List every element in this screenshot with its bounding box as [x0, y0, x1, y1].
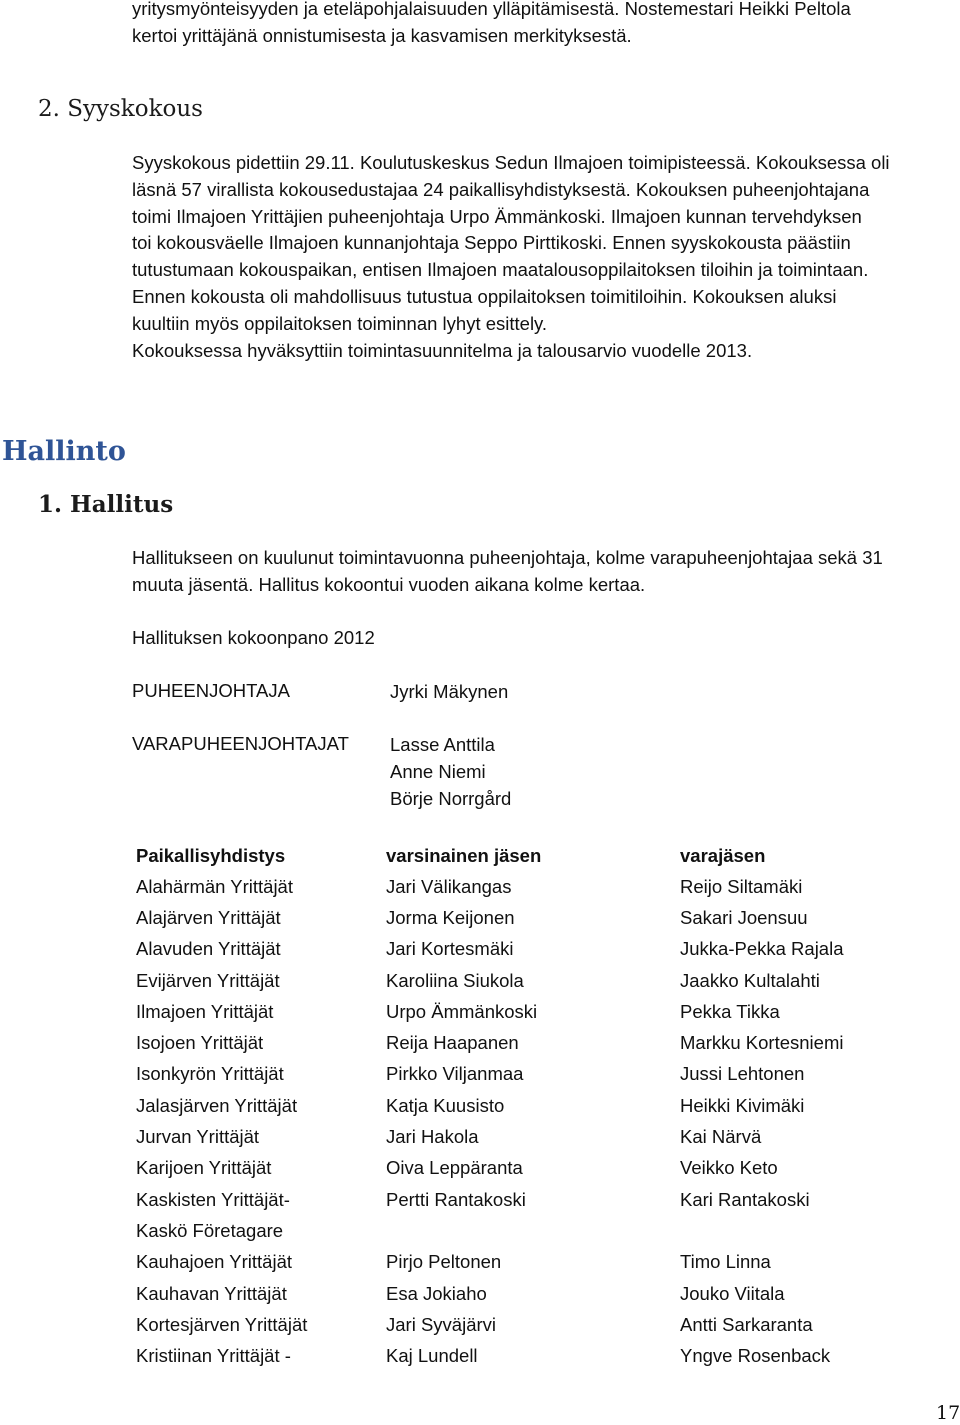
hallitus-line: Hallitukseen on kuulunut toimintavuonna puheenjohtaja, kolme varapuheenjohtajaa sekä 31 [132, 547, 883, 568]
member-cell: Pirkko Viljanmaa [386, 1063, 524, 1085]
member-cell: Jari Välikangas [386, 875, 512, 897]
table-row [132, 1278, 920, 1309]
syyskokous-heading: 2. Syyskokous [38, 96, 203, 122]
chair-name: Jyrki Mäkynen [390, 681, 509, 702]
association-cell: Alajärven Yrittäjät [136, 906, 281, 928]
deputy-cell: Veikko Keto [680, 1157, 778, 1179]
vice-chair-name: Börje Norrgård [390, 788, 512, 809]
table-row [132, 996, 920, 1027]
association-cell: Isonkyrön Yrittäjät [136, 1063, 284, 1085]
syyskokous-line: tutustumaan kokouspaikan, entisen Ilmajoen maatalousoppilaitoksen tiloihin ja toimintaan. [132, 259, 869, 281]
syyskokous-line: toi kokousväelle Ilmajoen kunnanjohtaja Seppo Pirttikoski. Ennen syyskokousta päästiin [132, 232, 851, 254]
table-header-row [132, 841, 920, 871]
chair-name-block [390, 678, 508, 705]
association-cell: Alavuden Yrittäjät [136, 938, 281, 960]
table-row [132, 1059, 920, 1090]
member-cell: Pertti Rantakoski [386, 1188, 526, 1210]
hallinto-heading: Hallinto [2, 436, 126, 467]
hallitus-paragraph [132, 545, 956, 599]
table-row [132, 1027, 920, 1058]
deputy-cell: Jouko Viitala [680, 1282, 785, 1304]
table-row [132, 1121, 920, 1152]
column-header-association: Paikallisyhdistys [136, 845, 286, 866]
deputy-cell: Jussi Lehtonen [680, 1063, 805, 1085]
member-cell: Reija Haapanen [386, 1032, 519, 1054]
intro-paragraph [132, 0, 956, 50]
association-cell: Kaskisten Yrittäjät- [136, 1188, 290, 1210]
association-cell: Jurvan Yrittäjät [136, 1126, 260, 1148]
member-cell: Jari Kortesmäki [386, 938, 514, 960]
vice-chair-name: Anne Niemi [390, 761, 486, 782]
intro-line: yritysmyönteisyyden ja eteläpohjalaisuuden ylläpitämisestä. Nostemestari Heikki Peltola [132, 0, 851, 19]
hallitus-heading: 1. Hallitus [38, 491, 174, 518]
association-cell: Kauhavan Yrittäjät [136, 1282, 287, 1304]
table-row [132, 934, 920, 965]
association-cell: Jalasjärven Yrittäjät [136, 1094, 298, 1116]
deputy-cell: Sakari Joensuu [680, 906, 808, 928]
syyskokous-line: Kokouksessa hyväksyttiin toimintasuunnitelma ja talousarvio vuodelle 2013. [132, 339, 753, 361]
association-cell: Kortesjärven Yrittäjät [136, 1313, 308, 1335]
member-cell: Kaj Lundell [386, 1345, 478, 1367]
member-cell: Jorma Keijonen [386, 906, 515, 928]
deputy-cell [676, 1215, 920, 1246]
syyskokous-line: Ennen kokousta oli mahdollisuus tutustua oppilaitoksen toimitiloihin. Kokouksen aluksi [132, 285, 837, 307]
vice-chair-name: Lasse Anttila [390, 734, 495, 755]
intro-line: kertoi yrittäjänä onnistumisesta ja kasvamisen merkityksestä. [132, 24, 632, 46]
association-cell: Kristiinan Yrittäjät - [136, 1345, 291, 1367]
member-cell: Esa Jokiaho [386, 1282, 487, 1304]
table-row [132, 871, 920, 902]
deputy-cell: Antti Sarkaranta [680, 1313, 813, 1335]
deputy-cell: Jaakko Kultalahti [680, 969, 820, 991]
vice-chair-label: VARAPUHEENJOHTAJAT [132, 733, 349, 754]
table-row [132, 1309, 920, 1340]
table-row [132, 1247, 920, 1278]
member-cell [382, 1215, 676, 1246]
member-cell: Jari Hakola [386, 1126, 479, 1148]
member-cell: Katja Kuusisto [386, 1094, 505, 1116]
member-cell: Karoliina Siukola [386, 969, 524, 991]
association-cell: Alahärmän Yrittäjät [136, 875, 293, 897]
composition-title: Hallituksen kokoonpano 2012 [132, 627, 375, 648]
table-row [132, 1184, 920, 1215]
association-cell: Kaskö Företagare [136, 1219, 284, 1241]
association-cell: Ilmajoen Yrittäjät [136, 1000, 274, 1022]
deputy-cell: Kai Närvä [680, 1126, 762, 1148]
member-cell: Urpo Ämmänkoski [386, 1000, 538, 1022]
table-row [132, 1090, 920, 1121]
member-cell: Pirjo Peltonen [386, 1251, 502, 1273]
deputy-cell: Kari Rantakoski [680, 1188, 810, 1210]
table-row [132, 902, 920, 933]
syyskokous-line: Syyskokous pidettiin 29.11. Koulutuskeskus Sedun Ilmajoen toimipisteessä. Kokouksessa oli [132, 152, 890, 173]
deputy-cell: Jukka-Pekka Rajala [680, 938, 844, 960]
deputy-cell: Timo Linna [680, 1251, 771, 1273]
vice-chair-names [390, 731, 511, 812]
member-cell: Jari Syväjärvi [386, 1313, 496, 1335]
deputy-cell: Yngve Rosenback [680, 1345, 831, 1367]
association-cell: Evijärven Yrittäjät [136, 969, 280, 991]
syyskokous-paragraph [132, 150, 956, 364]
deputy-cell: Reijo Siltamäki [680, 875, 803, 897]
table-row [132, 965, 920, 996]
deputy-cell: Markku Kortesniemi [680, 1032, 844, 1054]
chair-label: PUHEENJOHTAJA [132, 680, 290, 701]
table-row [132, 1340, 920, 1371]
syyskokous-line: toimi Ilmajoen Yrittäjien puheenjohtaja Urpo Ämmänkoski. Ilmajoen kunnan tervehdyksen [132, 205, 862, 227]
association-cell: Isojoen Yrittäjät [136, 1032, 264, 1054]
column-header-deputy: varajäsen [680, 845, 766, 866]
deputy-cell: Heikki Kivimäki [680, 1094, 805, 1116]
hallitus-line: muuta jäsentä. Hallitus kokoontui vuoden aikana kolme kertaa. [132, 573, 646, 595]
deputy-cell: Pekka Tikka [680, 1000, 780, 1022]
members-table [132, 841, 920, 1372]
table-row [132, 1153, 920, 1184]
page-number: 17 [936, 1402, 960, 1424]
table-row [132, 1215, 920, 1246]
member-cell: Oiva Leppäranta [386, 1157, 523, 1179]
association-cell: Karijoen Yrittäjät [136, 1157, 272, 1179]
syyskokous-line: kuultiin myös oppilaitoksen toiminnan lyhyt esittely. [132, 312, 548, 334]
association-cell: Kauhajoen Yrittäjät [136, 1251, 292, 1273]
syyskokous-line: läsnä 57 virallista kokousedustajaa 24 paikallisyhdistyksestä. Kokouksen puheenjohtajana [132, 178, 870, 200]
column-header-member: varsinainen jäsen [386, 845, 542, 866]
